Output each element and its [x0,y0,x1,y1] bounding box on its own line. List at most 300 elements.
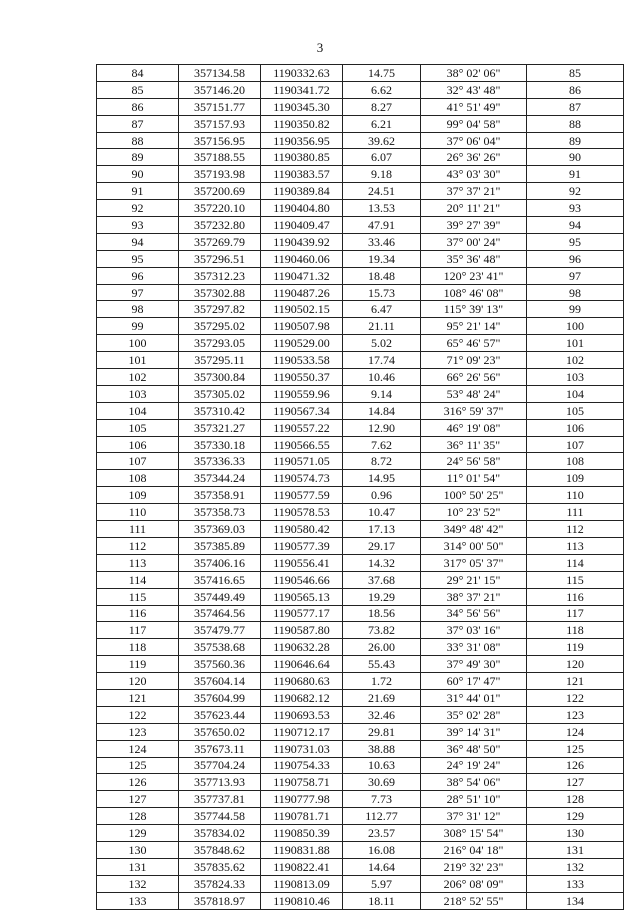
point-number-cell: 98 [97,301,179,318]
distance-cell: 37.68 [343,571,421,588]
y-coordinate-cell: 1190577.59 [261,487,343,504]
y-coordinate-cell: 1190502.15 [261,301,343,318]
y-coordinate-cell: 1190557.22 [261,419,343,436]
table-row [97,673,624,690]
point-number-cell: 125 [97,757,179,774]
point-number-cell: 100 [97,335,179,352]
bearing-cell: 34° 56' 56" [421,605,527,622]
distance-cell: 6.21 [343,115,421,132]
distance-cell: 26.00 [343,639,421,656]
point-number-cell: 102 [97,369,179,386]
distance-cell: 13.53 [343,200,421,217]
distance-cell: 10.47 [343,504,421,521]
distance-cell: 32.46 [343,706,421,723]
bearing-cell: 36° 11' 35" [421,436,527,453]
distance-cell: 19.34 [343,250,421,267]
distance-cell: 21.11 [343,318,421,335]
bearing-cell: 95° 21' 14" [421,318,527,335]
bearing-cell: 314° 00' 50" [421,537,527,554]
bearing-cell: 37° 03' 16" [421,622,527,639]
distance-cell: 21.69 [343,689,421,706]
table-row [97,352,624,369]
bearing-cell: 115° 39' 13" [421,301,527,318]
bearing-cell: 24° 56' 58" [421,453,527,470]
point-number-cell: 130 [97,841,179,858]
distance-cell: 6.07 [343,149,421,166]
distance-cell: 12.90 [343,419,421,436]
y-coordinate-cell: 1190404.80 [261,200,343,217]
bearing-cell: 60° 17' 47" [421,673,527,690]
table-row [97,200,624,217]
point-number-cell: 101 [97,352,179,369]
x-coordinate-cell: 357300.84 [179,369,261,386]
x-coordinate-cell: 357302.88 [179,284,261,301]
next-point-cell: 113 [527,537,624,554]
bearing-cell: 46° 19' 08" [421,419,527,436]
point-number-cell: 88 [97,132,179,149]
table-row [97,723,624,740]
y-coordinate-cell: 1190565.13 [261,588,343,605]
distance-cell: 7.62 [343,436,421,453]
x-coordinate-cell: 357673.11 [179,740,261,757]
distance-cell: 0.96 [343,487,421,504]
next-point-cell: 99 [527,301,624,318]
x-coordinate-cell: 357824.33 [179,875,261,892]
table-row [97,335,624,352]
point-number-cell: 113 [97,554,179,571]
table-row [97,267,624,284]
bearing-cell: 99° 04' 58" [421,115,527,132]
next-point-cell: 116 [527,588,624,605]
y-coordinate-cell: 1190646.64 [261,656,343,673]
next-point-cell: 132 [527,858,624,875]
y-coordinate-cell: 1190380.85 [261,149,343,166]
point-number-cell: 112 [97,537,179,554]
y-coordinate-cell: 1190758.71 [261,774,343,791]
x-coordinate-cell: 357305.02 [179,385,261,402]
bearing-cell: 317° 05' 37" [421,554,527,571]
y-coordinate-cell: 1190682.12 [261,689,343,706]
distance-cell: 14.95 [343,470,421,487]
point-number-cell: 95 [97,250,179,267]
table-row [97,656,624,673]
point-number-cell: 124 [97,740,179,757]
table-row [97,689,624,706]
x-coordinate-cell: 357296.51 [179,250,261,267]
bearing-cell: 39° 27' 39" [421,217,527,234]
y-coordinate-cell: 1190556.41 [261,554,343,571]
bearing-cell: 36° 48' 50" [421,740,527,757]
bearing-cell: 53° 48' 24" [421,385,527,402]
bearing-cell: 41° 51' 49" [421,98,527,115]
distance-cell: 15.73 [343,284,421,301]
x-coordinate-cell: 357834.02 [179,825,261,842]
x-coordinate-cell: 357193.98 [179,166,261,183]
y-coordinate-cell: 1190529.00 [261,335,343,352]
distance-cell: 33.46 [343,233,421,250]
table-row [97,875,624,892]
point-number-cell: 131 [97,858,179,875]
y-coordinate-cell: 1190577.17 [261,605,343,622]
table-row [97,385,624,402]
x-coordinate-cell: 357344.24 [179,470,261,487]
next-point-cell: 102 [527,352,624,369]
table-row [97,166,624,183]
bearing-cell: 28° 51' 10" [421,791,527,808]
next-point-cell: 111 [527,504,624,521]
next-point-cell: 93 [527,200,624,217]
bearing-cell: 43° 03' 30" [421,166,527,183]
y-coordinate-cell: 1190754.33 [261,757,343,774]
next-point-cell: 117 [527,605,624,622]
next-point-cell: 105 [527,402,624,419]
x-coordinate-cell: 357650.02 [179,723,261,740]
y-coordinate-cell: 1190533.58 [261,352,343,369]
next-point-cell: 100 [527,318,624,335]
table-row [97,132,624,149]
next-point-cell: 103 [527,369,624,386]
x-coordinate-cell: 357704.24 [179,757,261,774]
y-coordinate-cell: 1190571.05 [261,453,343,470]
bearing-cell: 35° 02' 28" [421,706,527,723]
distance-cell: 55.43 [343,656,421,673]
x-coordinate-cell: 357737.81 [179,791,261,808]
distance-cell: 9.14 [343,385,421,402]
next-point-cell: 88 [527,115,624,132]
table-row [97,402,624,419]
y-coordinate-cell: 1190409.47 [261,217,343,234]
next-point-cell: 86 [527,81,624,98]
x-coordinate-cell: 357269.79 [179,233,261,250]
x-coordinate-cell: 357449.49 [179,588,261,605]
next-point-cell: 119 [527,639,624,656]
table-row [97,757,624,774]
distance-cell: 17.74 [343,352,421,369]
distance-cell: 38.88 [343,740,421,757]
x-coordinate-cell: 357156.95 [179,132,261,149]
next-point-cell: 98 [527,284,624,301]
table-row [97,639,624,656]
bearing-cell: 33° 31' 08" [421,639,527,656]
x-coordinate-cell: 357157.93 [179,115,261,132]
distance-cell: 29.17 [343,537,421,554]
bearing-cell: 29° 21' 15" [421,571,527,588]
y-coordinate-cell: 1190810.46 [261,892,343,909]
table-row [97,571,624,588]
point-number-cell: 107 [97,453,179,470]
bearing-cell: 37° 31' 12" [421,808,527,825]
point-number-cell: 94 [97,233,179,250]
point-number-cell: 104 [97,402,179,419]
next-point-cell: 120 [527,656,624,673]
x-coordinate-cell: 357151.77 [179,98,261,115]
distance-cell: 29.81 [343,723,421,740]
x-coordinate-cell: 357336.33 [179,453,261,470]
next-point-cell: 108 [527,453,624,470]
bearing-cell: 219° 32' 23" [421,858,527,875]
x-coordinate-cell: 357200.69 [179,183,261,200]
distance-cell: 16.08 [343,841,421,858]
next-point-cell: 114 [527,554,624,571]
y-coordinate-cell: 1190350.82 [261,115,343,132]
next-point-cell: 128 [527,791,624,808]
next-point-cell: 131 [527,841,624,858]
distance-cell: 14.75 [343,65,421,82]
bearing-cell: 31° 44' 01" [421,689,527,706]
point-number-cell: 92 [97,200,179,217]
y-coordinate-cell: 1190345.30 [261,98,343,115]
distance-cell: 23.57 [343,825,421,842]
table-row [97,233,624,250]
point-number-cell: 132 [97,875,179,892]
point-number-cell: 85 [97,81,179,98]
x-coordinate-cell: 357295.02 [179,318,261,335]
next-point-cell: 115 [527,571,624,588]
distance-cell: 18.56 [343,605,421,622]
x-coordinate-cell: 357604.99 [179,689,261,706]
next-point-cell: 101 [527,335,624,352]
bearing-cell: 32° 43' 48" [421,81,527,98]
bearing-cell: 216° 04' 18" [421,841,527,858]
table-row [97,841,624,858]
table-row [97,537,624,554]
next-point-cell: 110 [527,487,624,504]
y-coordinate-cell: 1190546.66 [261,571,343,588]
point-number-cell: 87 [97,115,179,132]
distance-cell: 18.11 [343,892,421,909]
y-coordinate-cell: 1190731.03 [261,740,343,757]
y-coordinate-cell: 1190712.17 [261,723,343,740]
table-row [97,419,624,436]
distance-cell: 112.77 [343,808,421,825]
table-row [97,892,624,909]
point-number-cell: 96 [97,267,179,284]
next-point-cell: 126 [527,757,624,774]
x-coordinate-cell: 357538.68 [179,639,261,656]
distance-cell: 9.18 [343,166,421,183]
point-number-cell: 123 [97,723,179,740]
distance-cell: 14.64 [343,858,421,875]
bearing-cell: 108° 46' 08" [421,284,527,301]
bearing-cell: 120° 23' 41" [421,267,527,284]
bearing-cell: 218° 52' 55" [421,892,527,909]
point-number-cell: 118 [97,639,179,656]
distance-cell: 8.72 [343,453,421,470]
point-number-cell: 127 [97,791,179,808]
table-row [97,453,624,470]
bearing-cell: 39° 14' 31" [421,723,527,740]
table-row [97,98,624,115]
table-row [97,504,624,521]
y-coordinate-cell: 1190574.73 [261,470,343,487]
table-row [97,487,624,504]
distance-cell: 30.69 [343,774,421,791]
x-coordinate-cell: 357295.11 [179,352,261,369]
x-coordinate-cell: 357385.89 [179,537,261,554]
table-row [97,284,624,301]
distance-cell: 5.02 [343,335,421,352]
next-point-cell: 122 [527,689,624,706]
y-coordinate-cell: 1190460.06 [261,250,343,267]
point-number-cell: 114 [97,571,179,588]
next-point-cell: 127 [527,774,624,791]
x-coordinate-cell: 357312.23 [179,267,261,284]
next-point-cell: 92 [527,183,624,200]
bearing-cell: 37° 00' 24" [421,233,527,250]
y-coordinate-cell: 1190559.96 [261,385,343,402]
x-coordinate-cell: 357848.62 [179,841,261,858]
x-coordinate-cell: 357146.20 [179,81,261,98]
point-number-cell: 115 [97,588,179,605]
table-row [97,369,624,386]
x-coordinate-cell: 357358.91 [179,487,261,504]
table-row [97,622,624,639]
table-row [97,554,624,571]
point-number-cell: 111 [97,521,179,538]
next-point-cell: 133 [527,875,624,892]
page-number: 3 [316,40,324,55]
next-point-cell: 97 [527,267,624,284]
next-point-cell: 87 [527,98,624,115]
y-coordinate-cell: 1190813.09 [261,875,343,892]
bearing-cell: 24° 19' 24" [421,757,527,774]
table-row [97,470,624,487]
next-point-cell: 106 [527,419,624,436]
bearing-cell: 10° 23' 52" [421,504,527,521]
bearing-cell: 11° 01' 54" [421,470,527,487]
point-number-cell: 121 [97,689,179,706]
next-point-cell: 130 [527,825,624,842]
point-number-cell: 129 [97,825,179,842]
y-coordinate-cell: 1190680.63 [261,673,343,690]
x-coordinate-cell: 357293.05 [179,335,261,352]
point-number-cell: 126 [97,774,179,791]
distance-cell: 24.51 [343,183,421,200]
point-number-cell: 108 [97,470,179,487]
x-coordinate-cell: 357134.58 [179,65,261,82]
x-coordinate-cell: 357464.56 [179,605,261,622]
y-coordinate-cell: 1190550.37 [261,369,343,386]
y-coordinate-cell: 1190822.41 [261,858,343,875]
next-point-cell: 89 [527,132,624,149]
point-number-cell: 99 [97,318,179,335]
distance-cell: 5.97 [343,875,421,892]
distance-cell: 47.91 [343,217,421,234]
point-number-cell: 133 [97,892,179,909]
point-number-cell: 84 [97,65,179,82]
bearing-cell: 37° 49' 30" [421,656,527,673]
table-row [97,115,624,132]
table-body [97,65,624,910]
point-number-cell: 128 [97,808,179,825]
distance-cell: 6.62 [343,81,421,98]
distance-cell: 14.32 [343,554,421,571]
y-coordinate-cell: 1190577.39 [261,537,343,554]
x-coordinate-cell: 357297.82 [179,301,261,318]
distance-cell: 17.13 [343,521,421,538]
x-coordinate-cell: 357818.97 [179,892,261,909]
bearing-cell: 38° 54' 06" [421,774,527,791]
x-coordinate-cell: 357310.42 [179,402,261,419]
table-row [97,521,624,538]
distance-cell: 10.63 [343,757,421,774]
distance-cell: 73.82 [343,622,421,639]
distance-cell: 1.72 [343,673,421,690]
y-coordinate-cell: 1190850.39 [261,825,343,842]
y-coordinate-cell: 1190356.95 [261,132,343,149]
bearing-cell: 37° 06' 04" [421,132,527,149]
x-coordinate-cell: 357220.10 [179,200,261,217]
table-row [97,301,624,318]
table-row [97,149,624,166]
table-row [97,183,624,200]
y-coordinate-cell: 1190471.32 [261,267,343,284]
table-row [97,858,624,875]
point-number-cell: 93 [97,217,179,234]
bearing-cell: 26° 36' 26" [421,149,527,166]
next-point-cell: 129 [527,808,624,825]
table-row [97,605,624,622]
distance-cell: 8.27 [343,98,421,115]
x-coordinate-cell: 357330.18 [179,436,261,453]
point-number-cell: 86 [97,98,179,115]
distance-cell: 14.84 [343,402,421,419]
y-coordinate-cell: 1190383.57 [261,166,343,183]
point-number-cell: 110 [97,504,179,521]
bearing-cell: 38° 02' 06" [421,65,527,82]
bearing-cell: 71° 09' 23" [421,352,527,369]
y-coordinate-cell: 1190781.71 [261,808,343,825]
x-coordinate-cell: 357744.58 [179,808,261,825]
distance-cell: 10.46 [343,369,421,386]
x-coordinate-cell: 357188.55 [179,149,261,166]
y-coordinate-cell: 1190332.63 [261,65,343,82]
next-point-cell: 107 [527,436,624,453]
point-number-cell: 89 [97,149,179,166]
bearing-cell: 206° 08' 09" [421,875,527,892]
bearing-cell: 37° 37' 21" [421,183,527,200]
x-coordinate-cell: 357369.03 [179,521,261,538]
x-coordinate-cell: 357479.77 [179,622,261,639]
x-coordinate-cell: 357835.62 [179,858,261,875]
bearing-cell: 38° 37' 21" [421,588,527,605]
coordinates-table [96,64,624,910]
point-number-cell: 119 [97,656,179,673]
point-number-cell: 117 [97,622,179,639]
y-coordinate-cell: 1190831.88 [261,841,343,858]
table-row [97,318,624,335]
y-coordinate-cell: 1190567.34 [261,402,343,419]
next-point-cell: 118 [527,622,624,639]
next-point-cell: 123 [527,706,624,723]
point-number-cell: 90 [97,166,179,183]
x-coordinate-cell: 357406.16 [179,554,261,571]
point-number-cell: 91 [97,183,179,200]
y-coordinate-cell: 1190777.98 [261,791,343,808]
y-coordinate-cell: 1190580.42 [261,521,343,538]
table-row [97,808,624,825]
next-point-cell: 125 [527,740,624,757]
table-row [97,706,624,723]
y-coordinate-cell: 1190566.55 [261,436,343,453]
y-coordinate-cell: 1190341.72 [261,81,343,98]
y-coordinate-cell: 1190578.53 [261,504,343,521]
y-coordinate-cell: 1190587.80 [261,622,343,639]
y-coordinate-cell: 1190693.53 [261,706,343,723]
bearing-cell: 20° 11' 21" [421,200,527,217]
next-point-cell: 94 [527,217,624,234]
table-row [97,65,624,82]
